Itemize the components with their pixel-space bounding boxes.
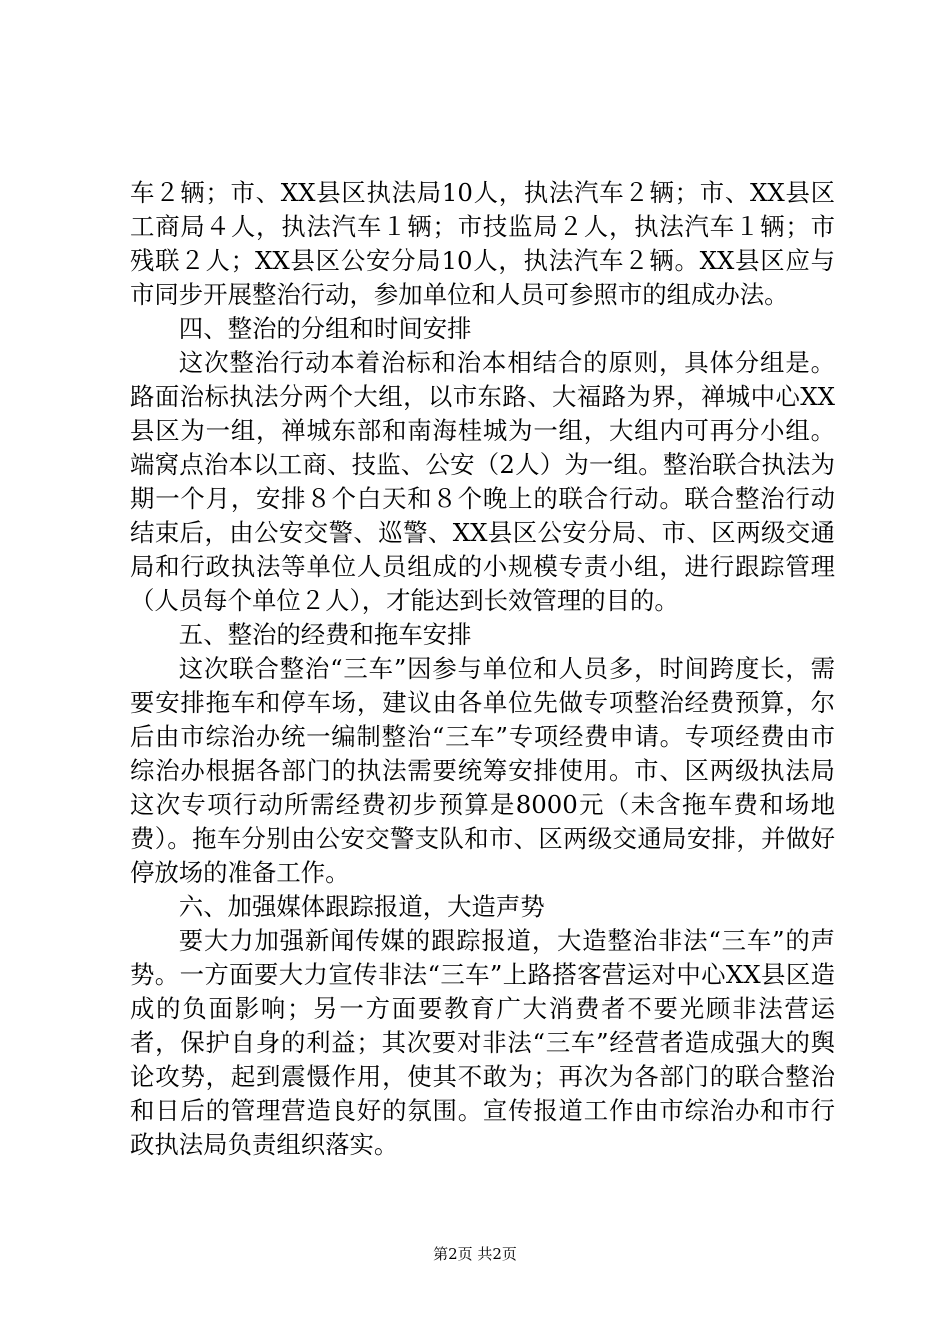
paragraph-media: 要大力加强新闻传媒的跟踪报道，大造整治非法“三车”的声势。一方面要大力宣传非法“三车”上路搭客营运对中心XX县区造成的负面影响；另一方面要教育广大消费者不要光顾非法营运者，保护自身的利益；其次要对非法“三车”经营者造成强大的舆论攻势，起到震慑作用，使其不敢为；再次为各部门的联合整治和日后的管理营造良好的氛围。宣传报道工作由市综治办和市行政执法局负责组织落实。 [130,926,835,1159]
section-heading-6: 六、加强媒体跟踪报道，大造声势 [178,892,545,921]
section-heading-4: 四、整治的分组和时间安排 [178,314,472,343]
paragraph-funding: 这次联合整治“三车”因参与单位和人员多，时间跨度长，需要安排拖车和停车场，建议由各单位先做专项整治经费预算，尔后由市综治办统一编制整治“三车”专项经费申请。专项经费由市综治办根据各部门的执法需要统筹安排使用。市、区两级执法局这次专项行动所需经费初步预算是8000元（未含拖车费和场地费）。拖车分别由公安交警支队和市、区两级交通局安排，并做好停放场的准备工作。 [130,654,835,887]
paragraph-grouping: 这次整治行动本着治标和治本相结合的原则，具体分组是。路面治标执法分两个大组，以市东路、大福路为界，禅城中心XX县区为一组，禅城东部和南海桂城为一组，大组内可再分小组。端窝点治本以工商、技监、公安（2人）为一组。整治联合执法为期一个月，安排８个白天和８个晚上的联合行动。联合整治行动结束后，由公安交警、巡警、XX县区公安分局、市、区两级交通局和行政执法等单位人员组成的小规模专责小组，进行跟踪管理（人员每个单位２人），才能达到长效管理的目的。 [130,348,835,615]
document-body [130,176,835,1162]
page-number-footer: 第2页 共2页 [433,1245,517,1263]
paragraph-continued: 车２辆；市、XX县区执法局10人，执法汽车２辆；市、XX县区工商局４人，执法汽车１辆；市技监局２人，执法汽车１辆；市残联２人；XX县区公安分局10人，执法汽车２辆。XX县区应与市同步开展整治行动，参加单位和人员可参照市的组成办法。 [130,178,835,309]
section-heading-5: 五、整治的经费和拖车安排 [178,620,472,649]
